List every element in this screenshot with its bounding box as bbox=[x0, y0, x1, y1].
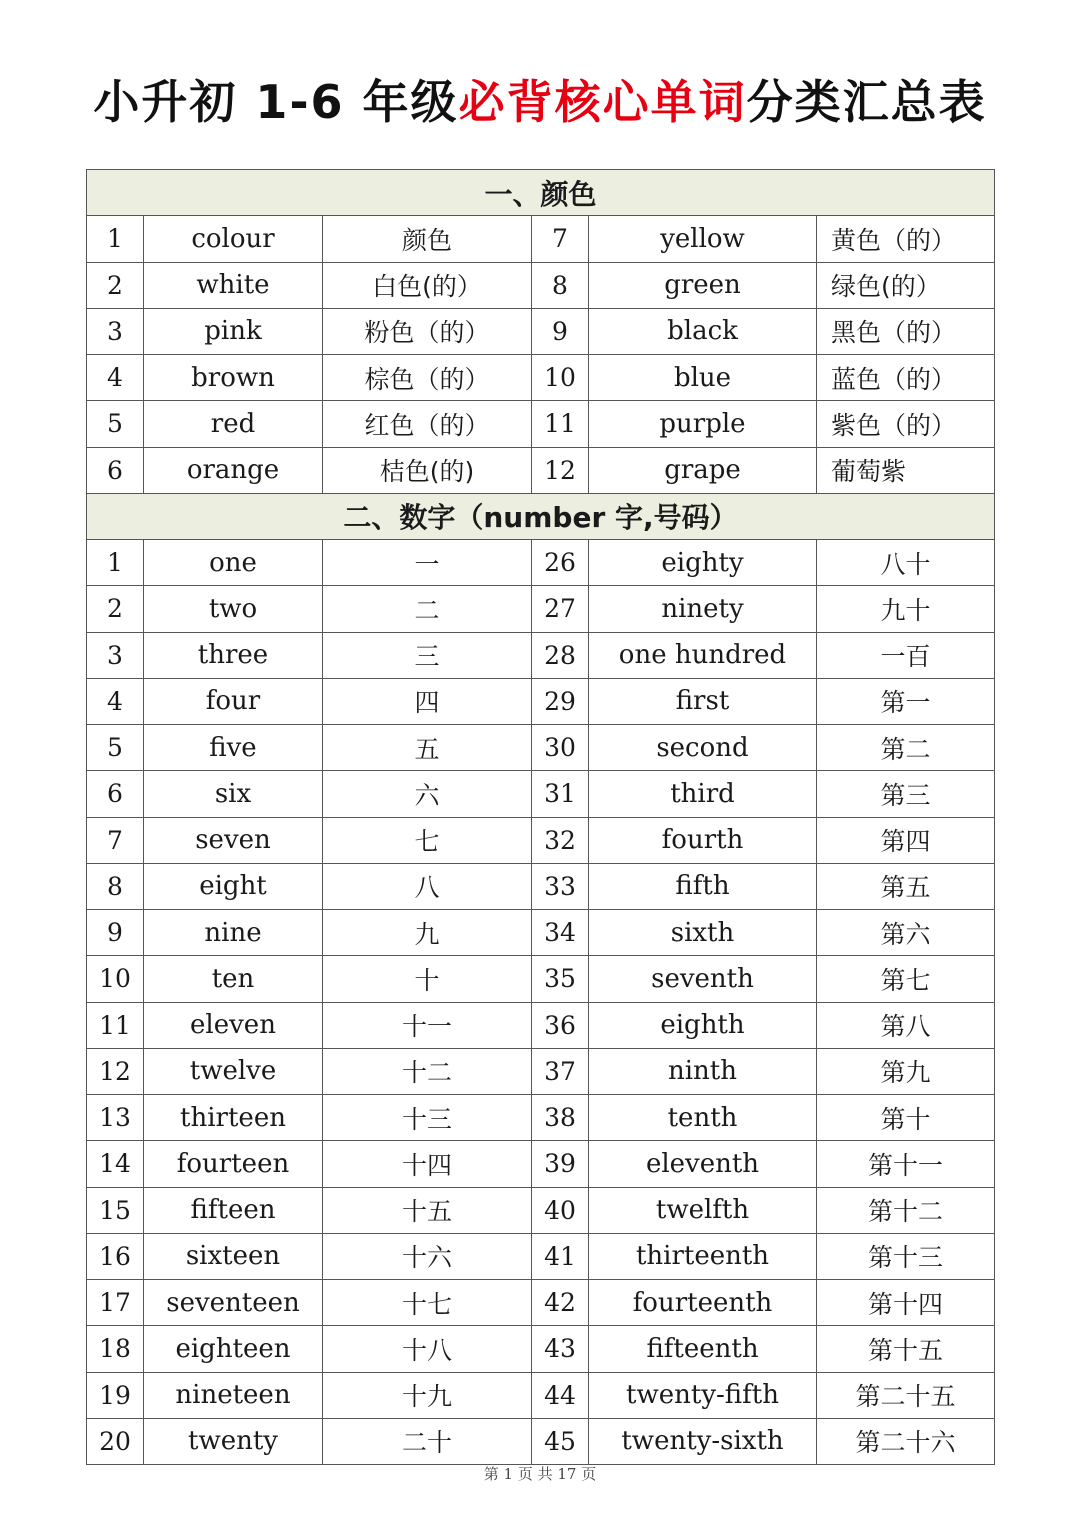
table-row bbox=[87, 863, 995, 909]
entry-number-left: 3 bbox=[87, 308, 144, 354]
chinese-meaning-right: 黄色（的） bbox=[817, 216, 995, 262]
english-word-right: ninth bbox=[589, 1048, 817, 1094]
chinese-meaning-left: 十三 bbox=[323, 1095, 532, 1141]
chinese-meaning-right: 第四 bbox=[817, 817, 995, 863]
english-word-left: brown bbox=[144, 355, 323, 401]
table-row bbox=[87, 1280, 995, 1326]
entry-number-right: 31 bbox=[532, 771, 589, 817]
english-word-left: pink bbox=[144, 308, 323, 354]
table-row bbox=[87, 1418, 995, 1464]
entry-number-left: 5 bbox=[87, 725, 144, 771]
chinese-meaning-left: 八 bbox=[323, 863, 532, 909]
entry-number-left: 16 bbox=[87, 1233, 144, 1279]
title-part1: 小升初 1-6 年级 bbox=[93, 75, 459, 129]
entry-number-right: 34 bbox=[532, 910, 589, 956]
section-header-row bbox=[87, 493, 995, 539]
english-word-left: twenty bbox=[144, 1418, 323, 1464]
english-word-right: twelfth bbox=[589, 1187, 817, 1233]
chinese-meaning-right: 葡萄紫 bbox=[817, 447, 995, 493]
entry-number-left: 1 bbox=[87, 216, 144, 262]
chinese-meaning-right: 第八 bbox=[817, 1002, 995, 1048]
english-word-left: eighteen bbox=[144, 1326, 323, 1372]
entry-number-left: 4 bbox=[87, 355, 144, 401]
english-word-right: fourth bbox=[589, 817, 817, 863]
english-word-left: three bbox=[144, 632, 323, 678]
chinese-meaning-right: 黑色（的） bbox=[817, 308, 995, 354]
chinese-meaning-left: 白色(的） bbox=[323, 262, 532, 308]
chinese-meaning-left: 二 bbox=[323, 586, 532, 632]
chinese-meaning-left: 九 bbox=[323, 910, 532, 956]
chinese-meaning-left: 十七 bbox=[323, 1280, 532, 1326]
english-word-right: tenth bbox=[589, 1095, 817, 1141]
entry-number-right: 27 bbox=[532, 586, 589, 632]
english-word-left: nine bbox=[144, 910, 323, 956]
english-word-right: eleventh bbox=[589, 1141, 817, 1187]
entry-number-right: 38 bbox=[532, 1095, 589, 1141]
chinese-meaning-right: 第十 bbox=[817, 1095, 995, 1141]
chinese-meaning-right: 八十 bbox=[817, 540, 995, 586]
english-word-left: nineteen bbox=[144, 1372, 323, 1418]
english-word-right: thirteenth bbox=[589, 1233, 817, 1279]
table-row bbox=[87, 308, 995, 354]
entry-number-left: 9 bbox=[87, 910, 144, 956]
entry-number-right: 30 bbox=[532, 725, 589, 771]
chinese-meaning-right: 第十二 bbox=[817, 1187, 995, 1233]
entry-number-left: 6 bbox=[87, 447, 144, 493]
english-word-left: seventeen bbox=[144, 1280, 323, 1326]
section-header-row bbox=[87, 170, 995, 216]
chinese-meaning-right: 九十 bbox=[817, 586, 995, 632]
entry-number-left: 3 bbox=[87, 632, 144, 678]
chinese-meaning-left: 四 bbox=[323, 678, 532, 724]
english-word-right: eighty bbox=[589, 540, 817, 586]
english-word-right: grape bbox=[589, 447, 817, 493]
table-row bbox=[87, 1233, 995, 1279]
chinese-meaning-right: 第二十五 bbox=[817, 1372, 995, 1418]
entry-number-left: 17 bbox=[87, 1280, 144, 1326]
english-word-left: colour bbox=[144, 216, 323, 262]
table-row bbox=[87, 1048, 995, 1094]
english-word-right: third bbox=[589, 771, 817, 817]
page-title bbox=[0, 70, 1080, 134]
entry-number-right: 39 bbox=[532, 1141, 589, 1187]
english-word-right: one hundred bbox=[589, 632, 817, 678]
entry-number-right: 43 bbox=[532, 1326, 589, 1372]
entry-number-right: 12 bbox=[532, 447, 589, 493]
entry-number-right: 8 bbox=[532, 262, 589, 308]
entry-number-left: 15 bbox=[87, 1187, 144, 1233]
table-row bbox=[87, 1095, 995, 1141]
table-row bbox=[87, 586, 995, 632]
entry-number-left: 2 bbox=[87, 262, 144, 308]
entry-number-right: 35 bbox=[532, 956, 589, 1002]
english-word-right: second bbox=[589, 725, 817, 771]
entry-number-left: 20 bbox=[87, 1418, 144, 1464]
entry-number-left: 13 bbox=[87, 1095, 144, 1141]
table-row bbox=[87, 771, 995, 817]
table-row bbox=[87, 817, 995, 863]
entry-number-right: 44 bbox=[532, 1372, 589, 1418]
entry-number-right: 36 bbox=[532, 1002, 589, 1048]
english-word-left: fifteen bbox=[144, 1187, 323, 1233]
english-word-left: two bbox=[144, 586, 323, 632]
entry-number-left: 5 bbox=[87, 401, 144, 447]
english-word-left: one bbox=[144, 540, 323, 586]
entry-number-left: 11 bbox=[87, 1002, 144, 1048]
english-word-right: first bbox=[589, 678, 817, 724]
english-word-left: eleven bbox=[144, 1002, 323, 1048]
chinese-meaning-right: 第六 bbox=[817, 910, 995, 956]
entry-number-left: 12 bbox=[87, 1048, 144, 1094]
entry-number-right: 33 bbox=[532, 863, 589, 909]
entry-number-left: 14 bbox=[87, 1141, 144, 1187]
entry-number-right: 42 bbox=[532, 1280, 589, 1326]
chinese-meaning-left: 十五 bbox=[323, 1187, 532, 1233]
english-word-right: sixth bbox=[589, 910, 817, 956]
entry-number-right: 32 bbox=[532, 817, 589, 863]
table-row bbox=[87, 262, 995, 308]
vocabulary-table-body bbox=[87, 170, 995, 1465]
english-word-right: black bbox=[589, 308, 817, 354]
page-footer: 第 1 页 共 17 页 bbox=[483, 1465, 597, 1483]
title-part2: 分类汇总表 bbox=[746, 75, 987, 129]
entry-number-left: 19 bbox=[87, 1372, 144, 1418]
title-highlight: 必背核心单词 bbox=[458, 75, 747, 129]
chinese-meaning-left: 三 bbox=[323, 632, 532, 678]
entry-number-right: 45 bbox=[532, 1418, 589, 1464]
chinese-meaning-left: 十 bbox=[323, 956, 532, 1002]
english-word-left: twelve bbox=[144, 1048, 323, 1094]
table-row bbox=[87, 678, 995, 724]
table-row bbox=[87, 1002, 995, 1048]
english-word-left: four bbox=[144, 678, 323, 724]
english-word-left: eight bbox=[144, 863, 323, 909]
section-heading: 一、颜色 bbox=[87, 170, 995, 216]
chinese-meaning-left: 十六 bbox=[323, 1233, 532, 1279]
table-row bbox=[87, 540, 995, 586]
entry-number-right: 26 bbox=[532, 540, 589, 586]
chinese-meaning-left: 二十 bbox=[323, 1418, 532, 1464]
chinese-meaning-right: 第五 bbox=[817, 863, 995, 909]
english-word-left: white bbox=[144, 262, 323, 308]
chinese-meaning-left: 十一 bbox=[323, 1002, 532, 1048]
table-row bbox=[87, 1187, 995, 1233]
entry-number-right: 41 bbox=[532, 1233, 589, 1279]
table-row bbox=[87, 1326, 995, 1372]
table-row bbox=[87, 1372, 995, 1418]
entry-number-left: 10 bbox=[87, 956, 144, 1002]
english-word-left: orange bbox=[144, 447, 323, 493]
table-row bbox=[87, 725, 995, 771]
entry-number-left: 4 bbox=[87, 678, 144, 724]
english-word-right: twenty-fifth bbox=[589, 1372, 817, 1418]
chinese-meaning-left: 五 bbox=[323, 725, 532, 771]
entry-number-left: 8 bbox=[87, 863, 144, 909]
chinese-meaning-left: 十八 bbox=[323, 1326, 532, 1372]
chinese-meaning-right: 蓝色（的） bbox=[817, 355, 995, 401]
chinese-meaning-right: 一百 bbox=[817, 632, 995, 678]
table-row bbox=[87, 956, 995, 1002]
chinese-meaning-right: 第三 bbox=[817, 771, 995, 817]
entry-number-left: 7 bbox=[87, 817, 144, 863]
english-word-right: fifteenth bbox=[589, 1326, 817, 1372]
english-word-left: fourteen bbox=[144, 1141, 323, 1187]
chinese-meaning-left: 颜色 bbox=[323, 216, 532, 262]
chinese-meaning-right: 第十一 bbox=[817, 1141, 995, 1187]
chinese-meaning-left: 一 bbox=[323, 540, 532, 586]
entry-number-right: 37 bbox=[532, 1048, 589, 1094]
english-word-right: ninety bbox=[589, 586, 817, 632]
chinese-meaning-right: 第九 bbox=[817, 1048, 995, 1094]
table-row bbox=[87, 632, 995, 678]
chinese-meaning-left: 粉色（的） bbox=[323, 308, 532, 354]
chinese-meaning-left: 十九 bbox=[323, 1372, 532, 1418]
english-word-right: blue bbox=[589, 355, 817, 401]
chinese-meaning-left: 七 bbox=[323, 817, 532, 863]
entry-number-left: 2 bbox=[87, 586, 144, 632]
entry-number-left: 18 bbox=[87, 1326, 144, 1372]
english-word-left: six bbox=[144, 771, 323, 817]
english-word-right: eighth bbox=[589, 1002, 817, 1048]
english-word-left: sixteen bbox=[144, 1233, 323, 1279]
english-word-right: green bbox=[589, 262, 817, 308]
entry-number-right: 11 bbox=[532, 401, 589, 447]
entry-number-right: 40 bbox=[532, 1187, 589, 1233]
english-word-left: ten bbox=[144, 956, 323, 1002]
chinese-meaning-right: 第十三 bbox=[817, 1233, 995, 1279]
english-word-right: fourteenth bbox=[589, 1280, 817, 1326]
english-word-right: purple bbox=[589, 401, 817, 447]
table-row bbox=[87, 401, 995, 447]
english-word-right: seventh bbox=[589, 956, 817, 1002]
english-word-right: fifth bbox=[589, 863, 817, 909]
table-row bbox=[87, 355, 995, 401]
english-word-left: seven bbox=[144, 817, 323, 863]
chinese-meaning-left: 十二 bbox=[323, 1048, 532, 1094]
entry-number-right: 9 bbox=[532, 308, 589, 354]
chinese-meaning-right: 第十四 bbox=[817, 1280, 995, 1326]
english-word-left: thirteen bbox=[144, 1095, 323, 1141]
chinese-meaning-right: 绿色(的） bbox=[817, 262, 995, 308]
chinese-meaning-right: 第七 bbox=[817, 956, 995, 1002]
table-row bbox=[87, 447, 995, 493]
entry-number-left: 1 bbox=[87, 540, 144, 586]
chinese-meaning-left: 六 bbox=[323, 771, 532, 817]
chinese-meaning-right: 第一 bbox=[817, 678, 995, 724]
english-word-right: twenty-sixth bbox=[589, 1418, 817, 1464]
chinese-meaning-left: 棕色（的） bbox=[323, 355, 532, 401]
entry-number-right: 10 bbox=[532, 355, 589, 401]
entry-number-right: 29 bbox=[532, 678, 589, 724]
chinese-meaning-left: 十四 bbox=[323, 1141, 532, 1187]
entry-number-left: 6 bbox=[87, 771, 144, 817]
chinese-meaning-right: 第十五 bbox=[817, 1326, 995, 1372]
english-word-right: yellow bbox=[589, 216, 817, 262]
entry-number-right: 7 bbox=[532, 216, 589, 262]
table-row bbox=[87, 1141, 995, 1187]
table-row bbox=[87, 216, 995, 262]
chinese-meaning-right: 紫色（的） bbox=[817, 401, 995, 447]
chinese-meaning-left: 红色（的） bbox=[323, 401, 532, 447]
chinese-meaning-right: 第二十六 bbox=[817, 1418, 995, 1464]
section-heading: 二、数字（number 字,号码） bbox=[87, 493, 995, 539]
vocabulary-table bbox=[86, 169, 995, 1465]
entry-number-right: 28 bbox=[532, 632, 589, 678]
chinese-meaning-right: 第二 bbox=[817, 725, 995, 771]
english-word-left: five bbox=[144, 725, 323, 771]
table-row bbox=[87, 910, 995, 956]
chinese-meaning-left: 桔色(的) bbox=[323, 447, 532, 493]
english-word-left: red bbox=[144, 401, 323, 447]
